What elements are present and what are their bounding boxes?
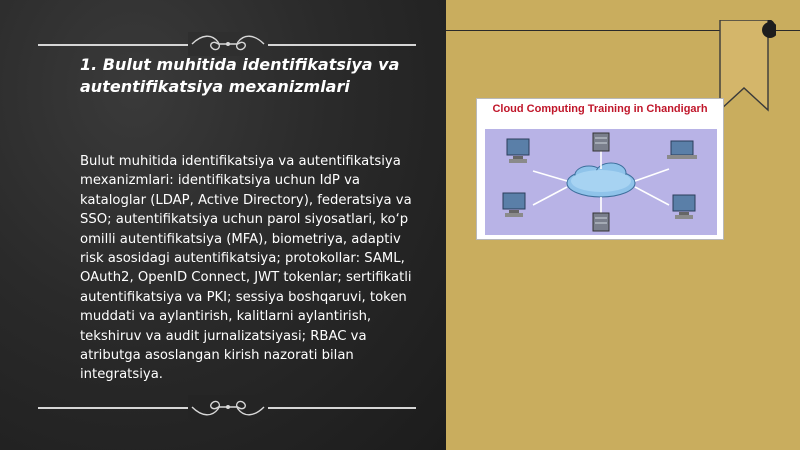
top-ornament-icon	[188, 32, 268, 56]
slide-title-line-2: autentifikatsiya mexanizmlari	[80, 77, 350, 96]
server-icon	[593, 213, 609, 231]
slide-title-line-1: 1. Bulut muhitida identifikatsiya va	[80, 55, 400, 74]
computer-icon	[507, 139, 529, 163]
computer-icon	[673, 195, 695, 219]
server-icon	[593, 133, 609, 151]
slide-body-text: Bulut muhitida identifikatsiya va autentifikatsiya mexanizmlari: identifikatsiya uchun IdP va kataloglar (LDAP, Active Directory), federatsiya va SSO; autentifikatsiya uchun parol siyosatlari, ko‘p omilli autentifikatsiya (MFA), biometriya, adaptiv risk asosidagi autentifikatsiya; protokollar: SAML, OAuth2, OpenID Connect, JWT tokenlar; sertifikatli autentifikatsiya va PKI; sessiya boshqaruvi, token muddati va aylantirish, kalitlarni aylantirish, tekshiruv va audit jurnalizatsiyasi; RBAC va atributga asoslangan kirish nazorati bilan integratsiya.	[80, 154, 412, 383]
network-diagram	[485, 129, 717, 235]
image-title: Cloud Computing Training in Chandigarh	[492, 103, 708, 115]
bookmark-icon	[718, 20, 776, 112]
computer-icon	[503, 193, 525, 217]
cloud-computing-image	[476, 98, 724, 240]
laptop-icon	[667, 141, 697, 159]
network-diagram-graphic	[485, 129, 717, 235]
slide-title	[80, 54, 420, 98]
bottom-ornament-icon	[188, 395, 268, 419]
